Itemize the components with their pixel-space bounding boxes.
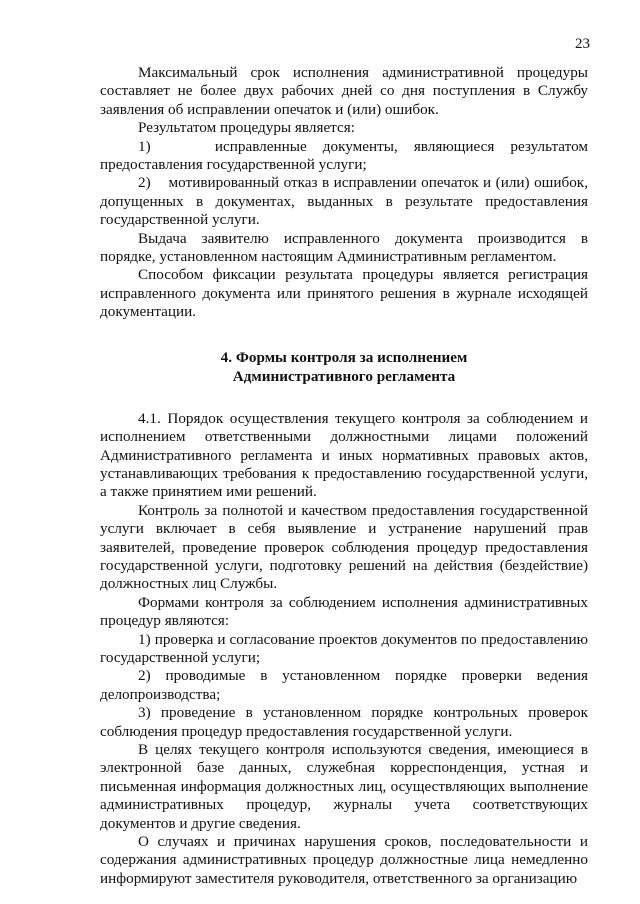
section-heading-line-2: Административного регламента <box>232 367 456 385</box>
paragraph-result-intro: Результатом процедуры является: <box>138 119 355 137</box>
paragraph-fixation: Способом фиксации результата процедуры является регистрация исправленного документа или принятого решения в журнале исходящей документации. <box>100 266 588 321</box>
list-item-corrected-documents: 1) исправленные документы, являющиеся результатом предоставления государственной услуги; <box>100 137 588 174</box>
list-item-recordkeeping: 2) проводимые в установленном порядке проверки ведения делопроизводства; <box>100 667 588 703</box>
paragraph-control-forms: Формами контроля за соблюдением исполнения административных процедур являются: <box>100 593 588 630</box>
section-heading <box>100 348 588 386</box>
paragraph-information-sources: В целях текущего контроля используются сведения, имеющиеся в электронной базе данных, служебная корреспонденция, устная и письменная информация должностных лиц, осуществляющих выполнение административных процедур, журналы учета соответствующих документов и другие сведения. <box>100 741 588 832</box>
list-item-refusal: 2) мотивированный отказ в исправлении опечаток и (или) ошибок, допущенных в документах, выданных в результате предоставления государственной услуги. <box>100 174 588 229</box>
section-heading-line-1: 4. Формы контроля за исполнением <box>220 348 468 366</box>
paragraph-4-1: 4.1. Порядок осуществления текущего контроля за соблюдением и исполнением ответственными должностными лицами положений Административного регламента и иных нормативных правовых актов, устанавливающих требования к предоставлению государственной услуги, а также принятием ими решений. <box>100 409 588 501</box>
paragraph-violations: О случаях и причинах нарушения сроков, последовательности и содержания административных процедур должностные лица немедленно информируют заместителя руководителя, ответственного за организацию <box>100 833 588 887</box>
document-body <box>100 64 588 888</box>
list-item-check-approval: 1) проверка и согласование проектов документов по предоставлению государственной услуги; <box>100 630 588 666</box>
paragraph-issuance: Выдача заявителю исправленного документа производится в порядке, установленном настоящим Административным регламентом. <box>100 229 588 266</box>
list-item-control-checks: 3) проведение в установленном порядке контрольных проверок соблюдения процедур предоставления государственной услуги. <box>100 704 588 740</box>
paragraph-max-term: Максимальный срок исполнения административной процедуры составляет не более двух рабочих дней со дня поступления в Службу заявления об исправлении опечаток и (или) ошибок. <box>100 64 588 118</box>
paragraph-control-scope: Контроль за полнотой и качеством предоставления государственной услуги включает в себя выявление и устранение нарушений прав заявителей, проведение проверок соблюдения процедур предоставления государственной услуги, подготовку решений на действия (бездействие) должностных лиц Службы. <box>100 501 588 593</box>
page-number: 23 <box>575 36 590 52</box>
